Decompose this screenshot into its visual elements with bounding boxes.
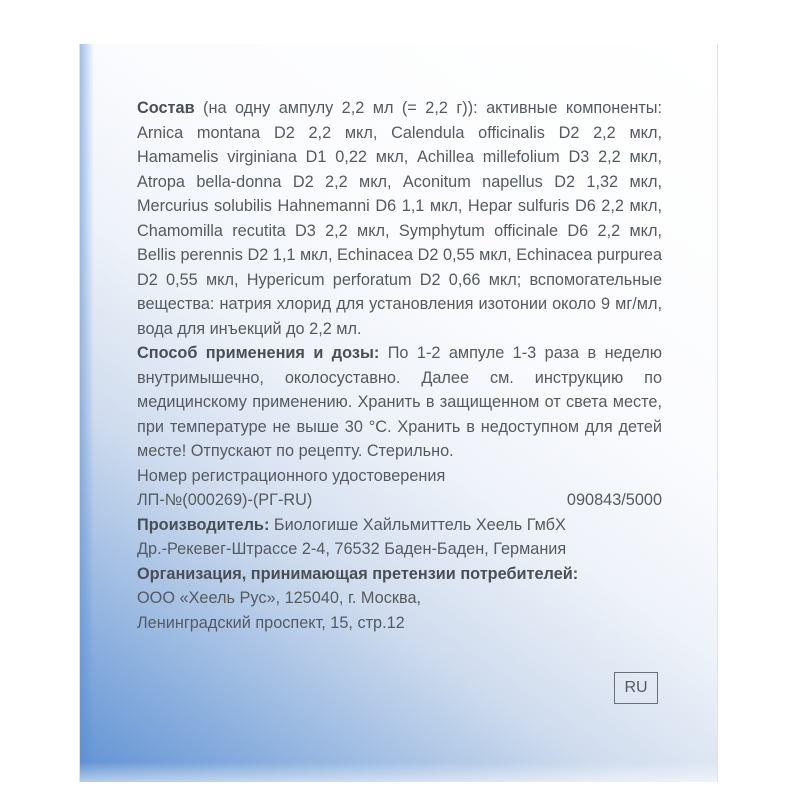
country-badge: RU [614,672,658,704]
composition-text: (на одну ампулу 2,2 мл (= 2,2 г)): активные компоненты: Arnica montana D2 2,2 мкл, Calendula officinalis D2 2,2 мкл, Hamamelis virginiana D1 0,22 мкл, Achillea millefolium D3 2,2 мкл, Atropa bella-donna D2 2,2 мкл, Aconitum napellus D2 1,32 мкл, Mercurius solubilis Hahnemanni D6 1,1 мкл, Hepar sulfuris D6 2,2 мкл, Chamomilla recutita D3 2,2 мкл, Symphytum officinale D6 2,2 мкл, Bellis perennis D2 1,1 мкл, Echinacea D2 0,55 мкл, Echinacea purpurea D2 0,55 мкл, Hypericum perforatum D2 0,66 мкл; вспомогательные вещества: натрия хлорид для установления изотонии около 9 мг/мл, вода для инъекций до 2,2 мл. [137,99,662,338]
organization-line1: ООО «Хеель Рус», 125040, г. Москва, [137,589,422,607]
organization-label: Организация, принимающая претензии потребителей: [137,564,579,583]
registration-number: ЛП-№(000269)-(РГ-RU) [137,491,313,509]
manufacturer-line [137,513,662,538]
composition-label: Состав [137,99,195,117]
manufacturer-address: Др.-Рекевег-Штрассе 2-4, 76532 Баден-Баден, Германия [137,540,567,558]
usage-label: Способ применения и дозы: [137,344,380,362]
registration-code: 090843/5000 [566,491,662,509]
manufacturer-name: Биологише Хайльмиттель Хеель ГмбХ [269,515,566,534]
manufacturer-label: Производитель: [137,515,270,534]
registration-title: Номер регистрационного удостоверения [137,466,446,485]
organization-line2: Ленинградский проспект, 15, стр.12 [137,613,405,632]
usage-text: По 1-2 ампуле 1-3 раза в неделю внутримышечно, околосуставно. Далее см. инструкцию по медицинскому применению. Хранить в защищенном от света месте, при температуре не выше 30 °С. Хранить в недоступном для детей месте! Отпускают по рецепту. Стерильно. [137,344,662,460]
usage-paragraph [137,341,662,464]
registration-line [137,488,662,513]
package-text [137,96,662,635]
composition-paragraph [137,96,662,341]
